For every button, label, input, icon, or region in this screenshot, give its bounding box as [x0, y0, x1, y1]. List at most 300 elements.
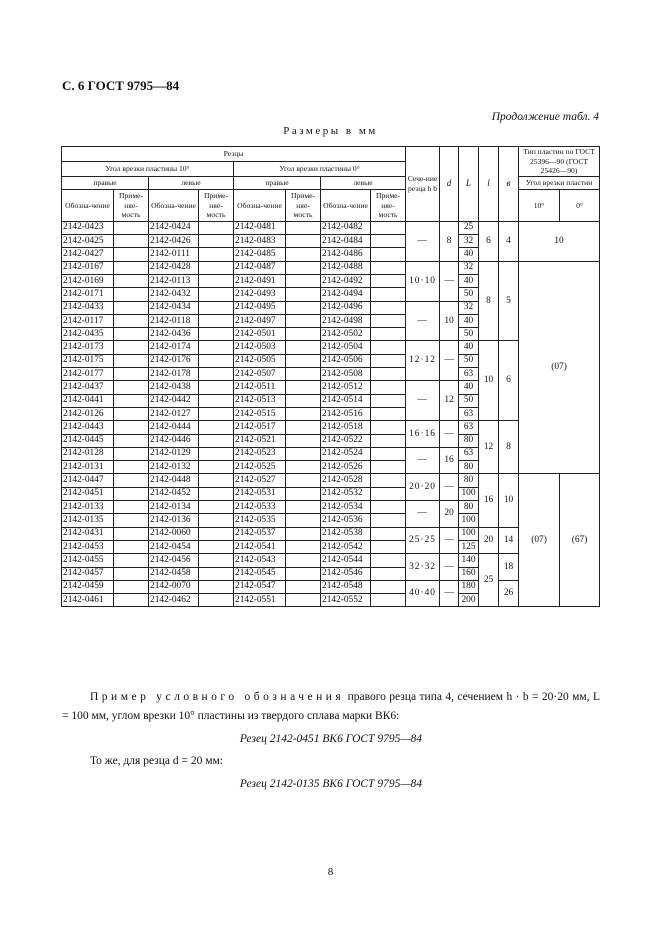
designation-cell: 2142-0534 — [321, 501, 371, 514]
designation-cell: 2142-0060 — [149, 527, 199, 540]
designation-cell: 2142-0498 — [321, 314, 371, 327]
l-cell: 16 — [479, 474, 499, 527]
designation-cell: 2142-0135 — [62, 514, 114, 527]
designation-cell: 2142-0536 — [321, 514, 371, 527]
application-cell — [286, 540, 321, 553]
application-cell — [199, 514, 234, 527]
designation-cell: 2142-0528 — [321, 474, 371, 487]
L-cell: 32 — [459, 235, 479, 248]
application-cell — [114, 274, 149, 287]
designation-cell: 2142-0133 — [62, 501, 114, 514]
application-cell — [371, 501, 406, 514]
header-0deg: 0° — [560, 189, 600, 221]
application-cell — [371, 221, 406, 234]
designation-cell: 2142-0544 — [321, 554, 371, 567]
application-cell — [114, 540, 149, 553]
application-cell — [371, 381, 406, 394]
B-cell: 14 — [499, 527, 519, 554]
d-cell: — — [440, 341, 459, 381]
L-cell: 50 — [459, 328, 479, 341]
L-cell: 80 — [459, 461, 479, 474]
designation-cell: 2142-0448 — [149, 474, 199, 487]
section-cell: 16·16 — [406, 421, 440, 448]
designation-cell: 2142-0462 — [149, 594, 199, 607]
application-cell — [371, 447, 406, 460]
application-cell — [286, 461, 321, 474]
header-left-10: левые — [149, 176, 234, 189]
example-text-2: То же, для резца d = 20 мм: — [90, 755, 223, 767]
section-cell: 32·32 — [406, 554, 440, 581]
application-cell — [114, 580, 149, 593]
application-cell — [199, 594, 234, 607]
application-cell — [286, 394, 321, 407]
header-L: L — [459, 147, 479, 222]
application-cell — [199, 248, 234, 261]
application-cell — [286, 487, 321, 500]
application-cell — [199, 288, 234, 301]
application-cell — [371, 421, 406, 434]
designation-cell: 2142-0486 — [321, 248, 371, 261]
designation-cell: 2142-0459 — [62, 580, 114, 593]
L-cell: 200 — [459, 594, 479, 607]
L-cell: 63 — [459, 421, 479, 434]
designation-cell: 2142-0113 — [149, 274, 199, 287]
header-right-0: правые — [234, 176, 321, 189]
designation-cell: 2142-0482 — [321, 221, 371, 234]
application-cell — [199, 434, 234, 447]
application-cell — [199, 368, 234, 381]
B-cell: 6 — [499, 341, 519, 421]
L-cell: 50 — [459, 394, 479, 407]
designation-cell: 2142-0451 — [62, 487, 114, 500]
application-cell — [199, 261, 234, 274]
application-cell — [199, 221, 234, 234]
section-cell: 10·10 — [406, 261, 440, 301]
application-cell — [199, 487, 234, 500]
application-cell — [286, 580, 321, 593]
application-cell — [286, 554, 321, 567]
L-cell: 40 — [459, 314, 479, 327]
application-cell — [114, 554, 149, 567]
application-cell — [199, 381, 234, 394]
designation-cell: 2142-0126 — [62, 407, 114, 420]
header-right-10: правые — [62, 176, 149, 189]
section-cell: — — [406, 501, 440, 528]
designation-cell: 2142-0178 — [149, 368, 199, 381]
designation-cell: 2142-0496 — [321, 301, 371, 314]
section-cell: — — [406, 447, 440, 474]
designation-cell: 2142-0533 — [234, 501, 286, 514]
example-text: правого резца типа 4, сечением h · b = 20·20 мм, L = 100 мм, углом врезки 10° пластины из твердого сплава марки ВК6: — [62, 691, 600, 722]
designation-cell: 2142-0426 — [149, 235, 199, 248]
l-cell: 6 — [479, 221, 499, 261]
B-cell: 26 — [499, 580, 519, 607]
L-cell: 63 — [459, 447, 479, 460]
designation-cell: 2142-0527 — [234, 474, 286, 487]
designation-cell: 2142-0545 — [234, 567, 286, 580]
l-cell: 12 — [479, 421, 499, 474]
L-cell: 100 — [459, 527, 479, 540]
designation-cell: 2142-0502 — [321, 328, 371, 341]
designation-cell: 2142-0456 — [149, 554, 199, 567]
designation-cell: 2142-0542 — [321, 540, 371, 553]
designation-cell: 2142-0444 — [149, 421, 199, 434]
designation-cell: 2142-0494 — [321, 288, 371, 301]
application-cell — [114, 567, 149, 580]
L-cell: 40 — [459, 274, 479, 287]
B-cell: 18 — [499, 554, 519, 581]
application-cell — [114, 248, 149, 261]
designation-cell: 2142-0516 — [321, 407, 371, 420]
page-header: С. 6 ГОСТ 9795—84 — [62, 78, 180, 93]
application-cell — [286, 235, 321, 248]
d-cell: — — [440, 580, 459, 607]
table-row — [62, 474, 600, 487]
designation-cell: 2142-0485 — [234, 248, 286, 261]
application-cell — [286, 594, 321, 607]
application-cell — [371, 461, 406, 474]
designation-cell: 2142-0484 — [321, 235, 371, 248]
table-row — [62, 221, 600, 234]
d-cell: 20 — [440, 501, 459, 528]
application-cell — [114, 474, 149, 487]
application-cell — [114, 235, 149, 248]
L-cell: 160 — [459, 567, 479, 580]
L-cell: 100 — [459, 487, 479, 500]
application-cell — [371, 407, 406, 420]
example-block — [62, 688, 600, 797]
application-cell — [199, 554, 234, 567]
application-cell — [199, 421, 234, 434]
application-cell — [199, 447, 234, 460]
application-cell — [114, 288, 149, 301]
designation-cell: 2142-0552 — [321, 594, 371, 607]
designation-cell: 2142-0423 — [62, 221, 114, 234]
application-cell — [371, 354, 406, 367]
application-cell — [286, 567, 321, 580]
example-designation-1: Резец 2142-0451 ВК6 ГОСТ 9795—84 — [239, 733, 423, 745]
designation-cell: 2142-0136 — [149, 514, 199, 527]
d-cell: 12 — [440, 381, 459, 421]
application-cell — [286, 447, 321, 460]
cutter-table — [61, 146, 600, 607]
designation-cell: 2142-0487 — [234, 261, 286, 274]
designation-cell: 2142-0434 — [149, 301, 199, 314]
designation-cell: 2142-0425 — [62, 235, 114, 248]
d-cell: — — [440, 474, 459, 501]
l-cell: 8 — [479, 261, 499, 341]
l-cell: 20 — [479, 527, 499, 554]
d-cell: 16 — [440, 447, 459, 474]
L-cell: 140 — [459, 554, 479, 567]
designation-cell: 2142-0442 — [149, 394, 199, 407]
application-cell — [114, 421, 149, 434]
designation-cell: 2142-0491 — [234, 274, 286, 287]
application-cell — [114, 221, 149, 234]
L-cell: 63 — [459, 368, 479, 381]
designation-cell: 2142-0495 — [234, 301, 286, 314]
L-cell: 32 — [459, 261, 479, 274]
designation-cell: 2142-0483 — [234, 235, 286, 248]
header-d: d — [440, 147, 459, 222]
application-cell — [199, 474, 234, 487]
application-cell — [114, 261, 149, 274]
application-cell — [286, 434, 321, 447]
designation-cell: 2142-0488 — [321, 261, 371, 274]
application-cell — [286, 328, 321, 341]
designation-cell: 2142-0455 — [62, 554, 114, 567]
designation-cell: 2142-0515 — [234, 407, 286, 420]
designation-cell: 2142-0070 — [149, 580, 199, 593]
designation-cell: 2142-0428 — [149, 261, 199, 274]
header-application: Приме-няе-мость — [199, 189, 234, 221]
header-designation: Обозна-чение — [62, 189, 114, 221]
table-caption: Размеры в мм — [283, 125, 378, 137]
designation-cell: 2142-0175 — [62, 354, 114, 367]
L-cell: 50 — [459, 288, 479, 301]
application-cell — [371, 527, 406, 540]
application-cell — [286, 514, 321, 527]
header-10deg: 10° — [519, 189, 560, 221]
L-cell: 40 — [459, 341, 479, 354]
designation-cell: 2142-0522 — [321, 434, 371, 447]
application-cell — [371, 314, 406, 327]
designation-cell: 2142-0117 — [62, 314, 114, 327]
designation-cell: 2142-0523 — [234, 447, 286, 460]
designation-cell: 2142-0431 — [62, 527, 114, 540]
application-cell — [199, 274, 234, 287]
designation-cell: 2142-0511 — [234, 381, 286, 394]
designation-cell: 2142-0436 — [149, 328, 199, 341]
designation-cell: 2142-0506 — [321, 354, 371, 367]
designation-cell: 2142-0518 — [321, 421, 371, 434]
designation-cell: 2142-0441 — [62, 394, 114, 407]
designation-cell: 2142-0547 — [234, 580, 286, 593]
application-cell — [199, 394, 234, 407]
designation-cell: 2142-0521 — [234, 434, 286, 447]
L-cell: 40 — [459, 381, 479, 394]
designation-cell: 2142-0461 — [62, 594, 114, 607]
designation-cell: 2142-0131 — [62, 461, 114, 474]
designation-cell: 2142-0127 — [149, 407, 199, 420]
application-cell — [286, 407, 321, 420]
application-cell — [371, 567, 406, 580]
B-cell: 10 — [499, 474, 519, 527]
application-cell — [371, 554, 406, 567]
header-application: Приме-няе-мость — [114, 189, 149, 221]
application-cell — [199, 527, 234, 540]
B-cell: 8 — [499, 421, 519, 474]
application-cell — [286, 354, 321, 367]
designation-cell: 2142-0507 — [234, 368, 286, 381]
page-number: 8 — [327, 866, 334, 878]
application-cell — [371, 594, 406, 607]
application-cell — [371, 274, 406, 287]
L-cell: 25 — [459, 221, 479, 234]
designation-cell: 2142-0134 — [149, 501, 199, 514]
application-cell — [286, 527, 321, 540]
section-cell: — — [406, 221, 440, 261]
application-cell — [371, 580, 406, 593]
designation-cell: 2142-0177 — [62, 368, 114, 381]
application-cell — [286, 381, 321, 394]
designation-cell: 2142-0167 — [62, 261, 114, 274]
plate-type-cell: 10 — [519, 221, 600, 261]
designation-cell: 2142-0504 — [321, 341, 371, 354]
header-plate-angle: Угол врезки пластин — [519, 176, 600, 189]
application-cell — [114, 381, 149, 394]
application-cell — [114, 514, 149, 527]
application-cell — [371, 368, 406, 381]
application-cell — [371, 288, 406, 301]
designation-cell: 2142-0433 — [62, 301, 114, 314]
designation-cell: 2142-0543 — [234, 554, 286, 567]
application-cell — [371, 235, 406, 248]
header-designation: Обозна-чение — [234, 189, 286, 221]
header-designation: Обозна-чение — [149, 189, 199, 221]
header-left-0: левые — [321, 176, 406, 189]
application-cell — [199, 567, 234, 580]
header-B: в — [499, 147, 519, 222]
designation-cell: 2142-0538 — [321, 527, 371, 540]
application-cell — [114, 328, 149, 341]
section-cell: 12·12 — [406, 341, 440, 381]
application-cell — [371, 487, 406, 500]
application-cell — [286, 261, 321, 274]
application-cell — [286, 248, 321, 261]
d-cell: — — [440, 261, 459, 301]
designation-cell: 2142-0443 — [62, 421, 114, 434]
designation-cell: 2142-0493 — [234, 288, 286, 301]
L-cell: 80 — [459, 474, 479, 487]
header-cutters: Резцы — [62, 147, 406, 162]
designation-cell: 2142-0427 — [62, 248, 114, 261]
designation-cell: 2142-0169 — [62, 274, 114, 287]
designation-cell: 2142-0531 — [234, 487, 286, 500]
application-cell — [114, 434, 149, 447]
designation-cell: 2142-0541 — [234, 540, 286, 553]
application-cell — [371, 328, 406, 341]
designation-cell: 2142-0453 — [62, 540, 114, 553]
application-cell — [114, 594, 149, 607]
designation-cell: 2142-0445 — [62, 434, 114, 447]
application-cell — [371, 261, 406, 274]
header-plate-type: Тип пластин по ГОСТ 25396—90 (ГОСТ 25426—90) — [519, 147, 600, 177]
application-cell — [286, 341, 321, 354]
designation-cell: 2142-0497 — [234, 314, 286, 327]
designation-cell: 2142-0174 — [149, 341, 199, 354]
application-cell — [286, 474, 321, 487]
application-cell — [371, 474, 406, 487]
application-cell — [114, 527, 149, 540]
B-cell: 5 — [499, 261, 519, 341]
L-cell: 80 — [459, 501, 479, 514]
designation-cell: 2142-0514 — [321, 394, 371, 407]
application-cell — [199, 407, 234, 420]
designation-cell: 2142-0492 — [321, 274, 371, 287]
designation-cell: 2142-0524 — [321, 447, 371, 460]
application-cell — [371, 540, 406, 553]
application-cell — [199, 461, 234, 474]
designation-cell: 2142-0457 — [62, 567, 114, 580]
section-cell: 25·25 — [406, 527, 440, 554]
application-cell — [286, 501, 321, 514]
application-cell — [286, 288, 321, 301]
designation-cell: 2142-0424 — [149, 221, 199, 234]
header-angle-0: Угол врезки пластины 0° — [234, 161, 406, 176]
designation-cell: 2142-0447 — [62, 474, 114, 487]
section-cell: — — [406, 301, 440, 341]
application-cell — [114, 487, 149, 500]
header-l: l — [479, 147, 499, 222]
designation-cell: 2142-0503 — [234, 341, 286, 354]
plate-type-10-cell: (07) — [519, 474, 560, 607]
L-cell: 100 — [459, 514, 479, 527]
application-cell — [199, 341, 234, 354]
designation-cell: 2142-0551 — [234, 594, 286, 607]
designation-cell: 2142-0171 — [62, 288, 114, 301]
application-cell — [199, 301, 234, 314]
designation-cell: 2142-0508 — [321, 368, 371, 381]
L-cell: 32 — [459, 301, 479, 314]
application-cell — [199, 328, 234, 341]
application-cell — [114, 501, 149, 514]
designation-cell: 2142-0532 — [321, 487, 371, 500]
designation-cell: 2142-0546 — [321, 567, 371, 580]
designation-cell: 2142-0438 — [149, 381, 199, 394]
designation-cell: 2142-0176 — [149, 354, 199, 367]
application-cell — [114, 394, 149, 407]
designation-cell: 2142-0505 — [234, 354, 286, 367]
designation-cell: 2142-0454 — [149, 540, 199, 553]
application-cell — [286, 221, 321, 234]
designation-cell: 2142-0526 — [321, 461, 371, 474]
application-cell — [114, 354, 149, 367]
L-cell: 63 — [459, 407, 479, 420]
application-cell — [286, 314, 321, 327]
designation-cell: 2142-0512 — [321, 381, 371, 394]
designation-cell: 2142-0446 — [149, 434, 199, 447]
application-cell — [371, 248, 406, 261]
application-cell — [114, 461, 149, 474]
designation-cell: 2142-0525 — [234, 461, 286, 474]
designation-cell: 2142-0435 — [62, 328, 114, 341]
plate-type-0-cell: (67) — [560, 474, 600, 607]
designation-cell: 2142-0458 — [149, 567, 199, 580]
designation-cell: 2142-0111 — [149, 248, 199, 261]
designation-cell: 2142-0132 — [149, 461, 199, 474]
section-cell: — — [406, 381, 440, 421]
designation-cell: 2142-0537 — [234, 527, 286, 540]
section-cell: 40·40 — [406, 580, 440, 607]
designation-cell: 2142-0173 — [62, 341, 114, 354]
application-cell — [199, 314, 234, 327]
L-cell: 80 — [459, 434, 479, 447]
application-cell — [286, 368, 321, 381]
d-cell: — — [440, 527, 459, 554]
application-cell — [114, 341, 149, 354]
designation-cell: 2142-0501 — [234, 328, 286, 341]
plate-type-cell: (07) — [519, 261, 600, 474]
application-cell — [286, 301, 321, 314]
application-cell — [371, 301, 406, 314]
application-cell — [199, 580, 234, 593]
application-cell — [371, 394, 406, 407]
B-cell: 4 — [499, 221, 519, 261]
designation-cell: 2142-0432 — [149, 288, 199, 301]
designation-cell: 2142-0517 — [234, 421, 286, 434]
application-cell — [286, 274, 321, 287]
